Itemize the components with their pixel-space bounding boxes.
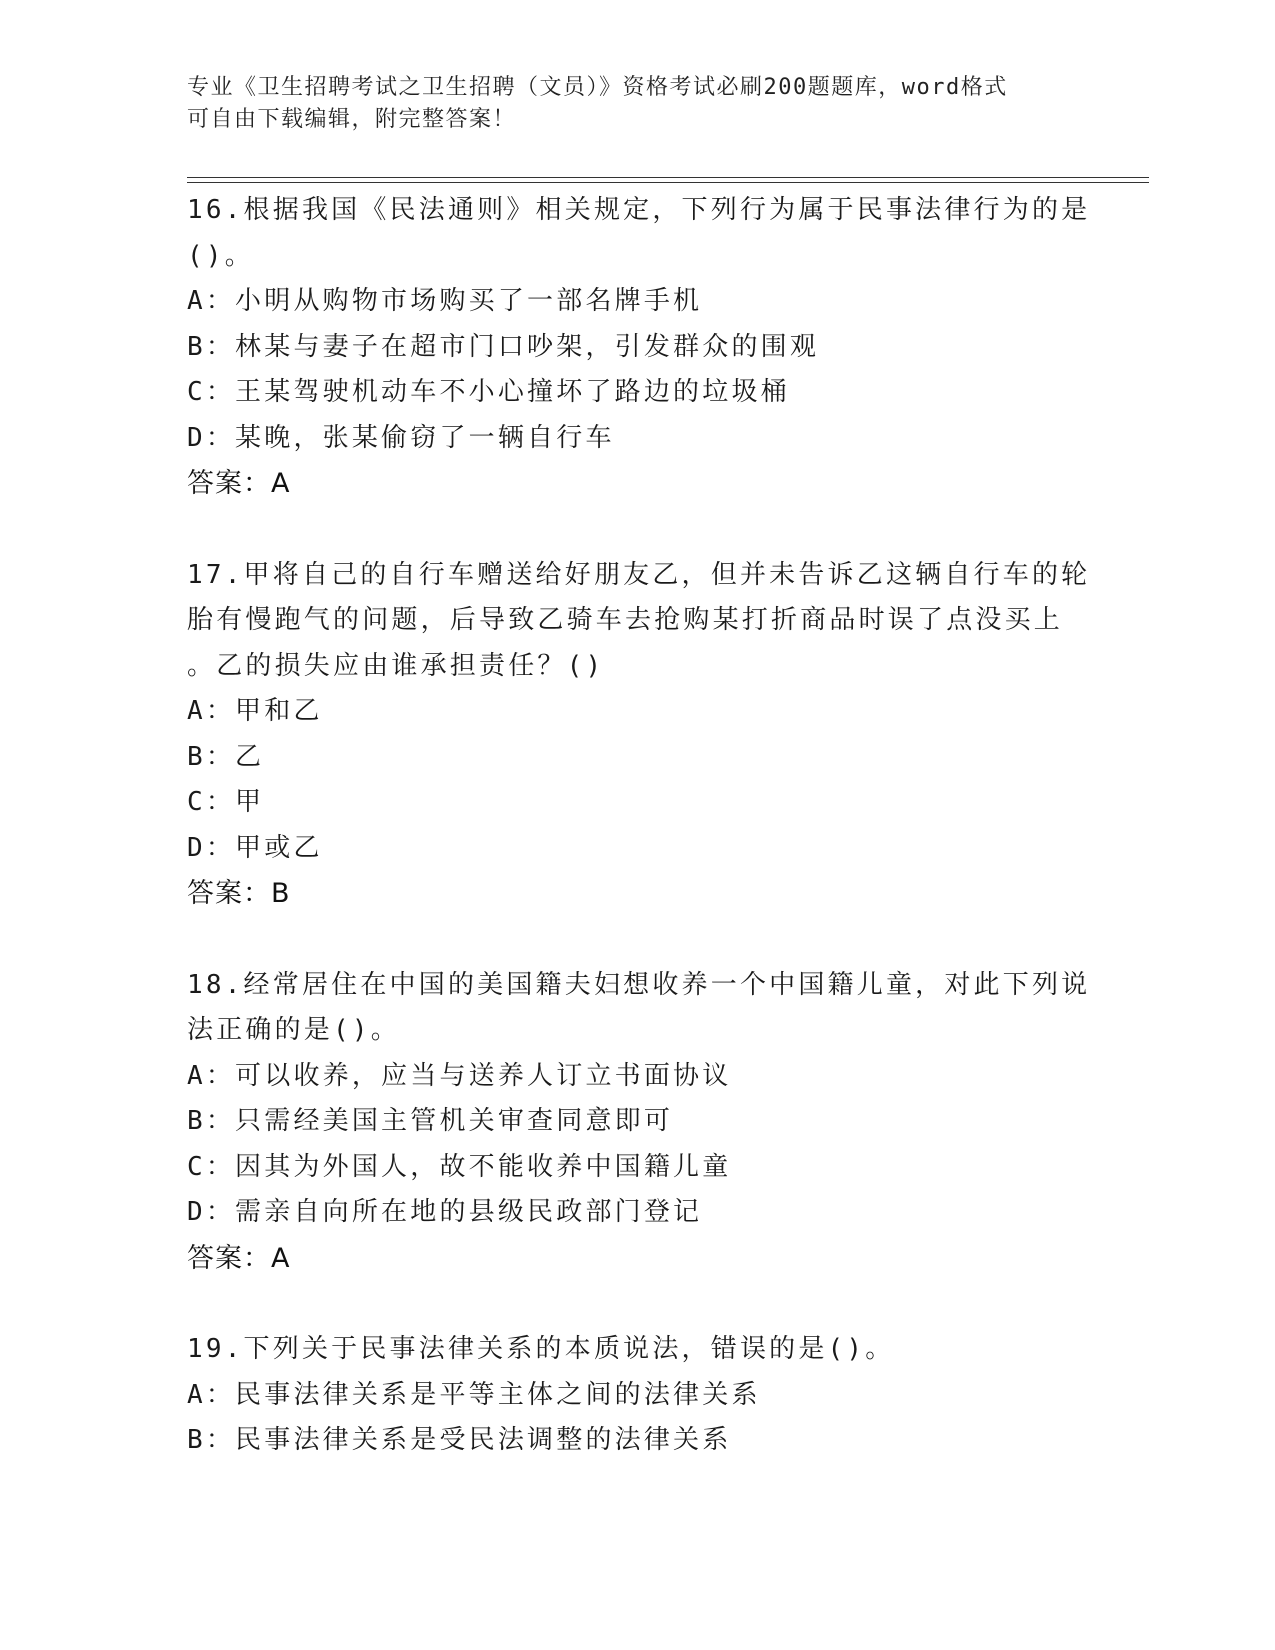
option-b: B：林某与妻子在超市门口吵架，引发群众的围观 bbox=[187, 331, 820, 362]
option-b: B：民事法律关系是受民法调整的法律关系 bbox=[187, 1425, 732, 1455]
option-a: A：小明从购物市场购买了一部名牌手机 bbox=[187, 286, 703, 316]
question-16 bbox=[187, 188, 1091, 507]
option-c: C：因其为外国人，故不能收养中国籍儿童 bbox=[187, 1151, 732, 1182]
option-b: B：乙 bbox=[187, 741, 265, 772]
question-17 bbox=[187, 553, 1091, 917]
option-c: C：王某驾驶机动车不小心撞坏了路边的垃圾桶 bbox=[187, 377, 790, 407]
question-list bbox=[187, 188, 1091, 1510]
option-d: D：需亲自向所在地的县级民政部门登记 bbox=[187, 1197, 703, 1227]
question-line: 胎有慢跑气的问题，后导致乙骑车去抢购某打折商品时误了点没买上 bbox=[187, 605, 1064, 635]
question-18 bbox=[187, 963, 1091, 1282]
option-d: D：某晚，张某偷窃了一辆自行车 bbox=[187, 422, 615, 453]
question-line: ()。 bbox=[187, 240, 254, 271]
page-header bbox=[187, 72, 1087, 136]
answer-label: 答案：B bbox=[187, 878, 291, 909]
question-line: 16.根据我国《民法通则》相关规定，下列行为属于民事法律行为的是 bbox=[187, 195, 1091, 225]
header-line: 可自由下载编辑，附完整答案！ bbox=[187, 107, 517, 132]
option-a: A：可以收养，应当与送养人订立书面协议 bbox=[187, 1060, 732, 1091]
question-line: 18.经常居住在中国的美国籍夫妇想收养一个中国籍儿童，对此下列说 bbox=[187, 969, 1091, 1000]
header-line: 专业《卫生招聘考试之卫生招聘（文员）》资格考试必刷200题题库，word格式 bbox=[187, 75, 1008, 100]
option-b: B：只需经美国主管机关审查同意即可 bbox=[187, 1106, 674, 1136]
question-text bbox=[187, 1327, 1087, 1373]
question-line: 17.甲将自己的自行车赠送给好朋友乙，但并未告诉乙这辆自行车的轮 bbox=[187, 559, 1091, 590]
question-text bbox=[187, 188, 1091, 279]
option-a: A：民事法律关系是平等主体之间的法律关系 bbox=[187, 1379, 761, 1410]
answer-label: 答案：A bbox=[187, 468, 291, 499]
question-line: 。乙的损失应由谁承担责任？() bbox=[187, 650, 605, 681]
option-a: A：甲和乙 bbox=[187, 696, 323, 726]
header-divider bbox=[187, 177, 1149, 178]
question-line: 法正确的是()。 bbox=[187, 1015, 400, 1045]
question-text bbox=[187, 963, 1091, 1054]
option-d: D：甲或乙 bbox=[187, 832, 323, 863]
question-19 bbox=[187, 1327, 1087, 1464]
question-text bbox=[187, 553, 1091, 690]
option-c: C：甲 bbox=[187, 787, 265, 817]
question-line: 19.下列关于民事法律关系的本质说法，错误的是()。 bbox=[187, 1334, 895, 1364]
answer-label: 答案：A bbox=[187, 1242, 291, 1274]
header-divider bbox=[187, 182, 1149, 183]
